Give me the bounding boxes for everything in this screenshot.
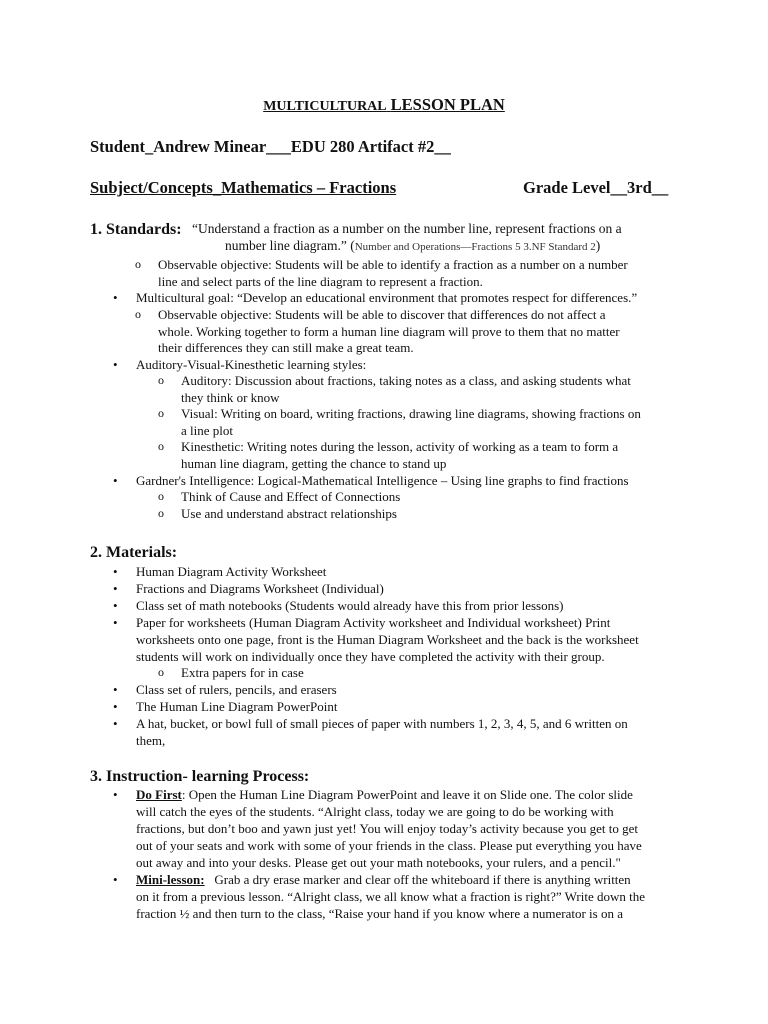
do-first-line-1 [136,787,633,804]
standards-text-2a: number line diagram.” ( [225,238,355,253]
standards-text-2 [225,238,600,256]
material-6: • The Human Line Diagram PowerPoint [136,699,337,716]
sub-visual-b: a line plot [181,423,233,438]
standards-close: ) [595,238,601,253]
sub-objective-1: o Observable objective: Students will be able to identify a fraction as a number on a number [158,257,628,274]
sub-kinesthetic: o Kinesthetic: Writing notes during the lesson, activity of working as a team to form a [181,439,618,456]
mini-lesson-label: Mini-lesson: [136,872,205,887]
mini-lesson-line-3: fraction ½ and then turn to the class, “Raise your hand if you know where a numerator is on a [136,906,623,921]
sub-auditory-b: they think or know [181,390,280,405]
bullet-learning-styles: • Auditory-Visual-Kinesthetic learning styles: [136,357,366,374]
bullet-gardner: • Gardner's Intelligence: Logical-Mathematical Intelligence – Using line graphs to find fractions [136,473,629,490]
material-7: • A hat, bucket, or bowl full of small pieces of paper with numbers 1, 2, 3, 4, 5, and 6 written on [136,716,628,733]
sub-objective-1b: line and select parts of the line diagram to represent a fraction. [158,274,483,289]
material-4b: worksheets onto one page, front is the Human Diagram Worksheet and the back is the worksheet [136,632,639,647]
sub-cause-effect: o Think of Cause and Effect of Connections [181,489,400,506]
material-5: • Class set of rulers, pencils, and erasers [136,682,337,699]
subject-text: Subject/Concepts_Mathematics – Fractions [90,178,397,197]
page-title [0,95,768,115]
material-7b: them, [136,733,166,748]
material-3: • Class set of math notebooks (Students would already have this from prior lessons) [136,598,564,615]
bullet-multicultural: • Multicultural goal: “Develop an educational environment that promotes respect for differences.” [136,290,637,307]
mini-lesson-line-2: on it from a previous lesson. “Alright class, we all know what a fraction is right?” Write down the [136,889,645,904]
do-first-text-1: : Open the Human Line Diagram PowerPoint and leave it on Slide one. The color slide [181,787,633,802]
sub-objective-2c: their differences they can still make a great team. [158,340,414,355]
sub-objective-2b: whole. Working together to form a human line diagram will prove to them that no matter [158,324,620,339]
sub-abstract: o Use and understand abstract relationships [181,506,397,523]
student-line: Student_Andrew Minear___EDU 280 Artifact #2__ [90,137,451,156]
standards-note: Number and Operations—Fractions 5 3.NF Standard 2 [354,241,596,253]
material-1: • Human Diagram Activity Worksheet [136,564,326,581]
standards-text-1: “Understand a fraction as a number on the number line, represent fractions on a [192,221,622,236]
do-first-line-5: out away and into your desks. Please get out your math notebooks, your rulers, and a pencil." [136,855,621,870]
sub-kinesthetic-b: human line diagram, getting the chance to stand up [181,456,447,471]
subject-line [90,178,396,198]
sub-objective-2: o Observable objective: Students will be able to discover that differences do not affect a [158,307,606,324]
standards-heading: 1. Standards: [90,221,182,238]
mini-lesson-text-1: Grab a dry erase marker and clear off the whiteboard if there is anything written [204,872,631,887]
materials-heading: 2. Materials: [90,544,178,561]
material-4-sub: o Extra papers for in case [181,665,304,682]
title-part1: MULTICULTURAL [263,99,387,114]
material-4: • Paper for worksheets (Human Diagram Activity worksheet and Individual worksheet) Print [136,615,610,632]
title-part2: LESSON PLAN [390,95,505,114]
sub-visual: o Visual: Writing on board, writing fractions, drawing line diagrams, showing fractions on [181,406,641,423]
mini-lesson-line-1 [136,872,631,889]
material-2: • Fractions and Diagrams Worksheet (Individual) [136,581,384,598]
instruction-heading: 3. Instruction- learning Process: [90,768,310,785]
sub-auditory: o Auditory: Discussion about fractions, taking notes as a class, and asking students what [181,373,631,390]
do-first-line-2: will catch the eyes of the students. “Alright class, today we are going to do be working with [136,804,614,819]
material-4c: students will work on individually once they have completed the activity with their group. [136,649,605,664]
do-first-label: Do First [136,787,182,802]
grade-line: Grade Level__3rd__ [523,178,669,197]
do-first-line-3: fractions, but don’t boo and yawn just yet! You will enjoy today’s activity because you get to get [136,821,638,836]
do-first-line-4: out of your seats and work with some of your friends in the class. Please put everything you have [136,838,642,853]
